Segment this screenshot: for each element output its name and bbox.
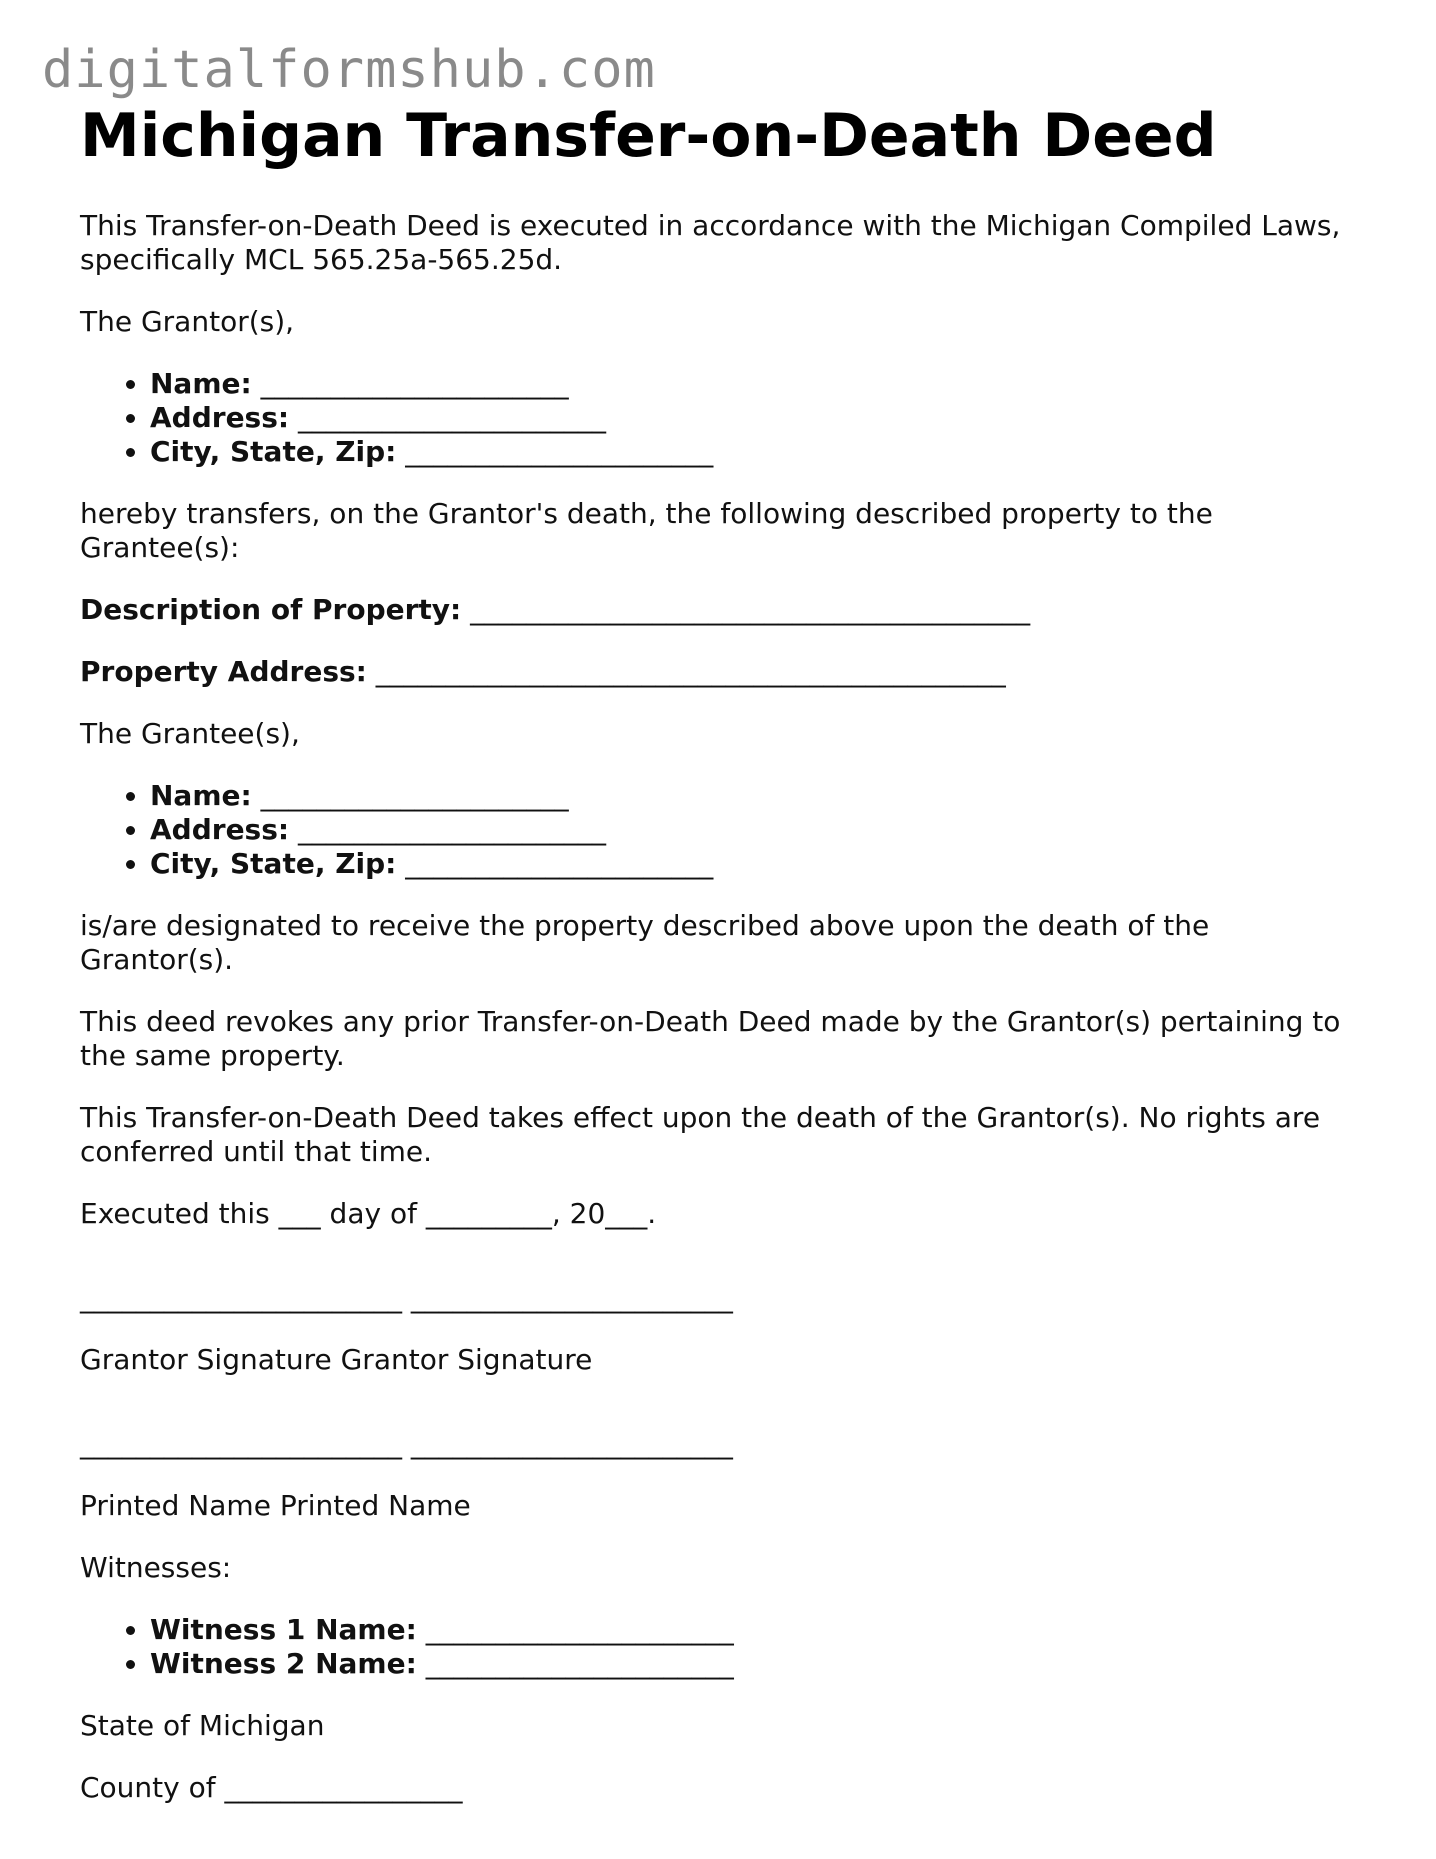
grantor-name-field: • Name: ______________________ <box>150 367 1370 401</box>
witness-2-blank[interactable]: ______________________ <box>425 1647 734 1680</box>
grantee-heading: The Grantee(s), <box>80 717 300 750</box>
designation-paragraph: is/are designated to receive the property described above upon the death of the Grantor(s). <box>80 909 1210 976</box>
witness-1-field: • Witness 1 Name: ______________________ <box>150 1613 1370 1647</box>
grantor-name-blank[interactable]: ______________________ <box>260 367 569 400</box>
witness-fields-list <box>80 1613 1370 1681</box>
effect-paragraph: This Transfer-on-Death Deed takes effect upon the death of the Grantor(s). No rights are conferred until that time. <box>80 1101 1321 1168</box>
grantor-signature-caption: Grantor Signature Grantor Signature <box>80 1343 593 1376</box>
printed-name-lines[interactable]: _______________________ _______________________ <box>80 1427 733 1460</box>
grantor-fields-list <box>80 367 1370 469</box>
grantee-name-field: • Name: ______________________ <box>150 779 1370 813</box>
property-address-field: Property Address: _____________________________________________ <box>80 655 1006 688</box>
grantee-address-field: • Address: ______________________ <box>150 813 1370 847</box>
property-description-field: Description of Property: ________________________________________ <box>80 593 1031 626</box>
grantee-fields-list <box>80 779 1370 881</box>
witness-2-field: • Witness 2 Name: ______________________ <box>150 1647 1370 1681</box>
county-line[interactable]: County of _________________ <box>80 1771 463 1804</box>
witness-1-blank[interactable]: ______________________ <box>425 1613 734 1646</box>
grantee-address-blank[interactable]: ______________________ <box>298 813 606 846</box>
witnesses-heading: Witnesses: <box>80 1551 232 1584</box>
transfer-paragraph: hereby transfers, on the Grantor's death, the following described property to the Grantee(s): <box>80 497 1213 564</box>
property-description-blank[interactable]: ________________________________________ <box>470 593 1031 626</box>
grantor-address-field: • Address: ______________________ <box>150 401 1370 435</box>
revocation-paragraph: This deed revokes any prior Transfer-on-Death Deed made by the Grantor(s) pertaining to the same property. <box>80 1005 1341 1072</box>
grantor-signature-lines[interactable]: _______________________ _______________________ <box>80 1281 733 1314</box>
grantor-city-state-zip-field: • City, State, Zip: ______________________ <box>150 435 1370 469</box>
grantee-city-state-zip-field: • City, State, Zip: ______________________ <box>150 847 1370 881</box>
grantee-name-blank[interactable]: ______________________ <box>260 779 569 812</box>
grantee-city-state-zip-blank[interactable]: ______________________ <box>405 847 714 880</box>
document-title: Michigan Transfer-on-Death Deed <box>80 101 1217 171</box>
executed-date-line[interactable]: Executed this ___ day of _________, 20___. <box>80 1197 657 1230</box>
grantor-address-blank[interactable]: ______________________ <box>298 401 606 434</box>
watermark: digitalformshub.com <box>42 40 656 100</box>
document-body <box>80 102 1370 1833</box>
state-line: State of Michigan <box>80 1709 325 1742</box>
grantor-city-state-zip-blank[interactable]: ______________________ <box>405 435 714 468</box>
printed-name-caption: Printed Name Printed Name <box>80 1489 471 1522</box>
intro-paragraph: This Transfer-on-Death Deed is executed in accordance with the Michigan Compiled Laws, specifically MCL 565.25a-565.25d. <box>80 209 1341 276</box>
grantor-heading: The Grantor(s), <box>80 305 295 338</box>
property-address-blank[interactable]: _____________________________________________ <box>375 655 1006 688</box>
